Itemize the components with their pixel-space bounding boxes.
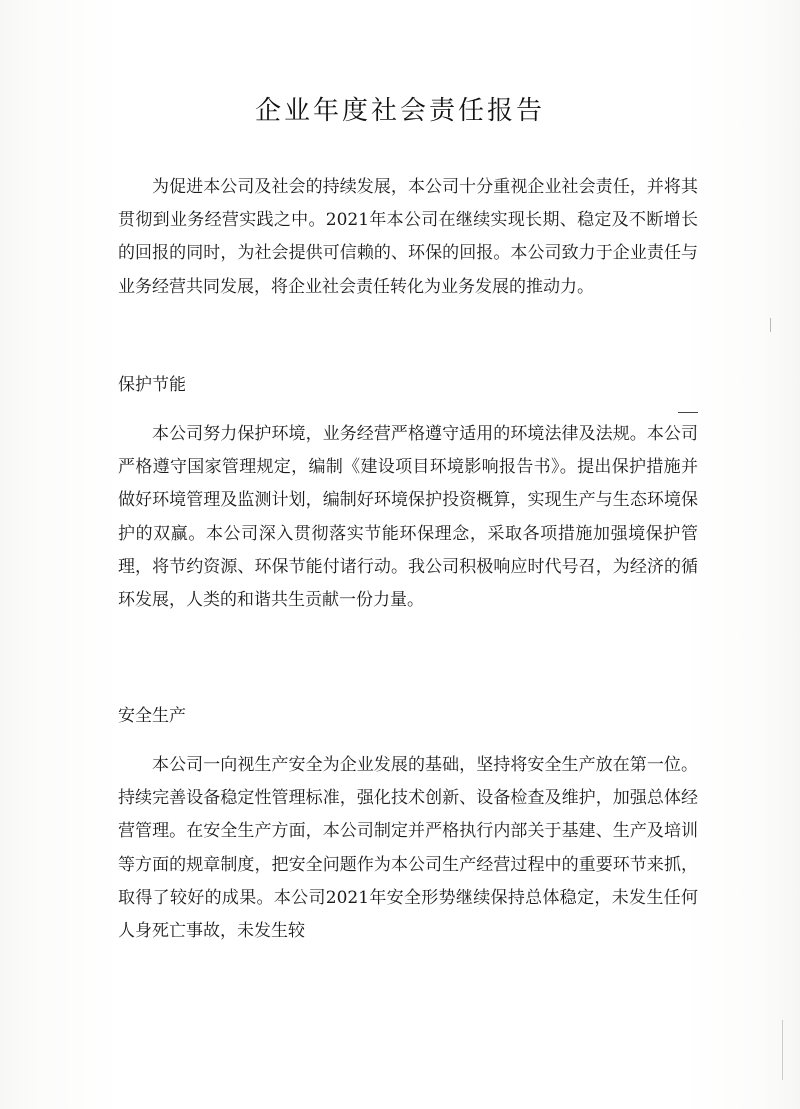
intro-block (118, 171, 698, 304)
intro-paragraph: 为促进本公司及社会的持续发展，本公司十分重视企业社会责任，并将其贯彻到业务经营实践之中。2021年本公司在继续实现长期、稳定及不断增长的回报的同时，为社会提供可信赖的、环保的回报。本公司致力于企业责任与业务经营共同发展，将企业社会责任转化为业务发展的推动力。 (118, 177, 698, 297)
scan-mark (770, 318, 771, 332)
section-heading-environment: 保护节能 (118, 375, 186, 395)
safety-paragraph: 本公司一向视生产安全为企业发展的基础，坚持将安全生产放在第一位。持续完善设备稳定性管理标准，强化技术创新、设备检查及维护，加强总体经营管理。在安全生产方面，本公司制定并严格执行内部关于基建、生产及培训等方面的规章制度，把安全问题作为本公司生产经营过程中的重要环节来抓，取得了较好的成果。本公司2021年安全形势继续保持总体稳定，未发生任何人身死亡事故，未发生较 (118, 755, 698, 942)
environment-paragraph: 本公司努力保护环境，业务经营严格遵守适用的环境法律及法规。本公司严格遵守国家管理规定，编制《建设项目环境影响报告书》。提出保护措施并做好环境管理及监测计划，编制好环境保护投资概算，实现生产与生态环境保护的双赢。本公司深入贯彻落实节能环保理念，采取各项措施加强境保护管理，将节约资源、环保节能付诸行动。我公司积极响应时代号召，为经济的循环发展，人类的和谐共生贡献一份力量。 (118, 424, 698, 611)
section-heading-safety: 安全生产 (118, 706, 186, 726)
safety-block (118, 749, 698, 948)
environment-block (118, 418, 698, 617)
document-title: 企业年度社会责任报告 (254, 96, 545, 126)
scan-mark (678, 412, 698, 413)
scan-mark (782, 1020, 783, 1080)
